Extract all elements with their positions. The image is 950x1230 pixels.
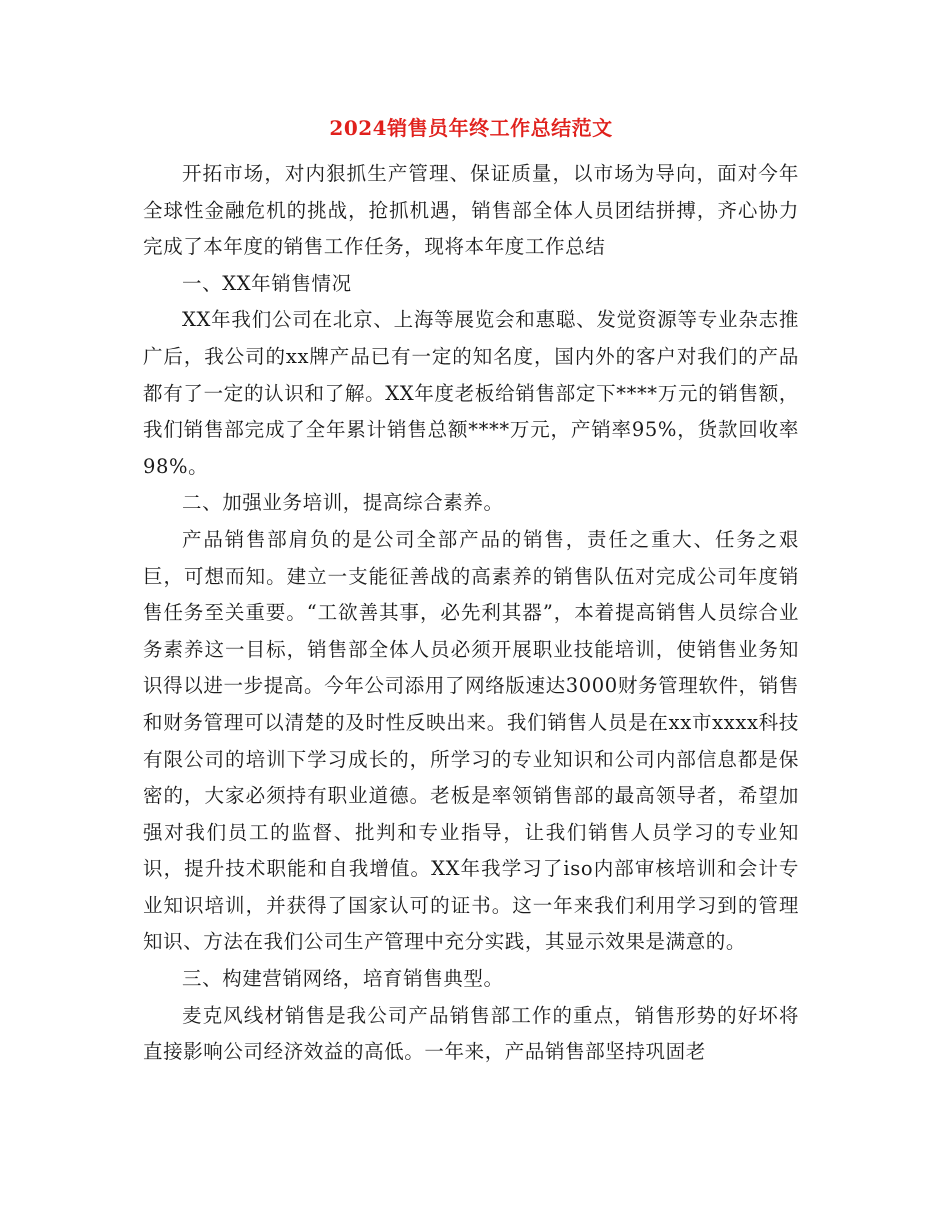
section-heading-3: 三、构建营销网络，培育销售典型。 [182, 967, 504, 991]
section-2-paragraph: 产品销售部肩负的是公司全部产品的销售，责任之重大、任务之艰巨，可想而知。建立一支能征善战的高素养的销售队伍对完成公司年度销售任务至关重要。“工欲善其事，必先利其器”，本着提高销售人员综合业务素养这一目标，销售部全体人员必须开展职业技能培训，使销售业务知识得以进一步提高。今年公司添用了网络版速达3000财务管理软件，销售和财务管理可以清楚的及时性反映出来。我们销售人员是在xx市xxxx科技有限公司的培训下学习成长的，所学习的专业知识和公司内部信息都是保密的，大家必须持有职业道德。老板是率领销售部的最高领导者，希望加强对我们员工的监督、批判和专业指导，让我们销售人员学习的专业知识，提升技术职能和自我增值。XX年我学习了iso内部审核培训和会计专业知识培训，并获得了国家认可的证书。这一年来我们利用学习到的管理知识、方法在我们公司生产管理中充分实践，其显示效果是满意的。 [143, 527, 799, 954]
section-3-paragraph: 麦克风线材销售是我公司产品销售部工作的重点，销售形势的好坏将直接影响公司经济效益的高低。一年来，产品销售部坚持巩固老 [143, 1003, 799, 1064]
intro-paragraph: 开拓市场，对内狠抓生产管理、保证质量，以市场为导向，面对今年全球性金融危机的挑战，抢抓机遇，销售部全体人员团结拼搏，齐心协力完成了本年度的销售工作任务，现将本年度工作总结 [143, 162, 799, 259]
section-heading-2: 二、加强业务培训，提高综合素养。 [182, 491, 504, 515]
document-body [143, 156, 799, 1071]
section-heading-1: 一、XX年销售情况 [182, 271, 352, 295]
document-page [143, 112, 799, 1071]
section-1-paragraph: XX年我们公司在北京、上海等展览会和惠聪、发觉资源等专业杂志推广后，我公司的xx牌产品已有一定的知名度，国内外的客户对我们的产品都有了一定的认识和了解。XX年度老板给销售部定下****万元的销售额，我们销售部完成了全年累计销售总额****万元，产销率95%，货款回收率 98%。 [143, 308, 799, 478]
document-title: 2024销售员年终工作总结范文 [329, 116, 613, 140]
